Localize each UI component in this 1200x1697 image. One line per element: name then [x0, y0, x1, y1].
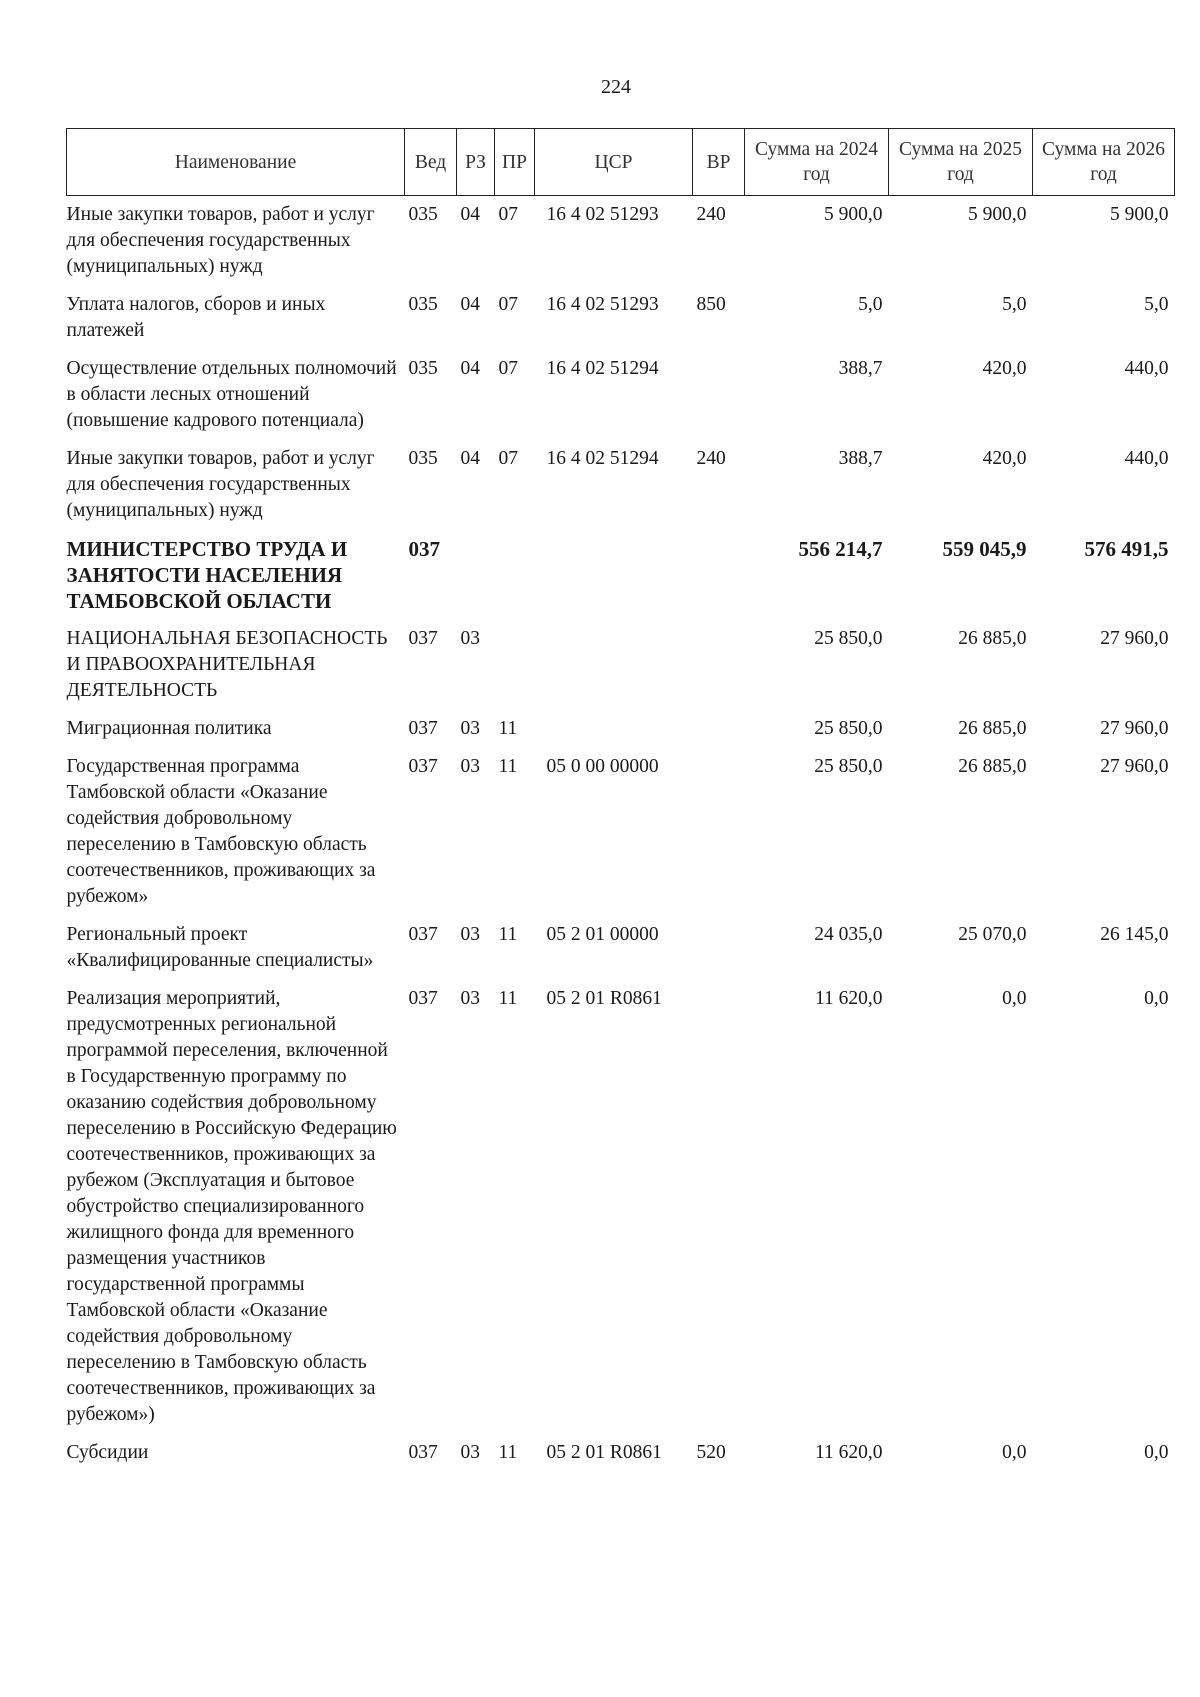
header-ved: Вед [405, 129, 457, 196]
cell-ved: 037 [408, 756, 438, 777]
cell-sum-2024: 11 620,0 [814, 1442, 883, 1463]
cell-vr: 850 [696, 294, 726, 315]
cell-rz: 03 [460, 1442, 480, 1463]
cell-name: Иные закупки товаров, работ и услуг для обеспечения государственных (муниципальных) нужд [66, 204, 375, 277]
cell-ved: 035 [408, 204, 438, 225]
cell-ved: 037 [408, 988, 438, 1009]
cell-pr: 07 [498, 448, 518, 469]
cell-rz: 04 [460, 358, 480, 379]
cell-vr [693, 916, 745, 980]
cell-sum-2025: 26 885,0 [958, 718, 1027, 739]
header-rz: РЗ [457, 129, 495, 196]
cell-vr: 240 [696, 448, 726, 469]
cell-rz: 03 [460, 718, 480, 739]
budget-table [66, 128, 1175, 1472]
cell-vr: 240 [696, 204, 726, 225]
cell-sum-2025: 5,0 [1002, 294, 1027, 315]
cell-name: Государственная программа Тамбовской области «Оказание содействия добровольному переселению в Тамбовскую область соотечественников, проживающих за рубежом» [66, 756, 376, 907]
cell-sum-2026: 5 900,0 [1110, 204, 1169, 225]
cell-name: Миграционная политика [66, 718, 272, 739]
cell-sum-2025: 420,0 [982, 448, 1027, 469]
cell-sum-2025: 25 070,0 [958, 924, 1027, 945]
cell-sum-2024: 25 850,0 [814, 756, 883, 777]
cell-rz [457, 530, 495, 620]
cell-vr [693, 748, 745, 916]
cell-vr [693, 530, 745, 620]
cell-sum-2025: 0,0 [1002, 1442, 1027, 1463]
cell-sum-2024: 388,7 [838, 448, 883, 469]
table-row [67, 710, 1175, 748]
header-csr: ЦСР [535, 129, 693, 196]
cell-sum-2026: 0,0 [1144, 1442, 1169, 1463]
cell-pr: 11 [498, 756, 518, 777]
cell-vr [693, 980, 745, 1434]
cell-sum-2024: 11 620,0 [814, 988, 883, 1009]
cell-vr [693, 710, 745, 748]
cell-sum-2025: 420,0 [982, 358, 1027, 379]
table-header [67, 129, 1175, 196]
cell-csr: 05 2 01 00000 [546, 924, 659, 945]
header-name: Наименование [67, 129, 405, 196]
cell-name: Осуществление отдельных полномочий в области лесных отношений (повышение кадрового потенциала) [66, 358, 397, 431]
cell-csr: 16 4 02 51293 [546, 294, 659, 315]
cell-sum-2025: 26 885,0 [958, 756, 1027, 777]
cell-csr: 16 4 02 51294 [546, 448, 659, 469]
cell-pr: 07 [498, 358, 518, 379]
cell-name: НАЦИОНАЛЬНАЯ БЕЗОПАСНОСТЬ И ПРАВООХРАНИТЕЛЬНАЯ ДЕЯТЕЛЬНОСТЬ [66, 628, 388, 701]
table-row [67, 350, 1175, 440]
cell-sum-2026: 440,0 [1124, 448, 1169, 469]
cell-pr: 11 [498, 718, 518, 739]
cell-csr: 05 2 01 R0861 [546, 988, 662, 1009]
cell-sum-2026: 26 145,0 [1100, 924, 1169, 945]
cell-ved: 035 [408, 448, 438, 469]
cell-sum-2024: 5 900,0 [824, 204, 883, 225]
cell-name: Иные закупки товаров, работ и услуг для обеспечения государственных (муниципальных) нужд [66, 448, 375, 521]
cell-pr: 07 [498, 294, 518, 315]
cell-name: Субсидии [66, 1442, 149, 1463]
cell-sum-2024: 556 214,7 [798, 537, 883, 561]
cell-sum-2025: 559 045,9 [942, 537, 1027, 561]
cell-vr [693, 350, 745, 440]
page-number: 224 [601, 76, 631, 98]
cell-ved: 037 [408, 628, 438, 649]
cell-rz: 04 [460, 448, 480, 469]
cell-name: Региональный проект «Квалифицированные специалисты» [66, 924, 374, 971]
cell-sum-2025: 0,0 [1002, 988, 1027, 1009]
cell-ved: 035 [408, 294, 438, 315]
table-row [67, 1434, 1175, 1472]
cell-sum-2026: 27 960,0 [1100, 718, 1169, 739]
cell-sum-2026: 440,0 [1124, 358, 1169, 379]
cell-sum-2024: 25 850,0 [814, 628, 883, 649]
header-pr: ПР [495, 129, 535, 196]
cell-name: Реализация мероприятий, предусмотренных региональной программой переселения, включенной в Государственную программу по оказанию содействия добровольному переселению в Российскую Федерацию соотечественников, проживающих за рубежом (Эксплуатация и бытовое обустройство специализированного жилищного фонда для временного размещения участников государственной программы Тамбовской области «Оказание содействия добровольному переселению в Тамбовскую область соотечественников, проживающих за рубежом») [66, 988, 397, 1425]
cell-csr: 05 2 01 R0861 [546, 1442, 662, 1463]
cell-csr [535, 620, 693, 710]
cell-ved: 037 [408, 924, 438, 945]
cell-name: Уплата налогов, сборов и иных платежей [66, 294, 326, 341]
header-sum-2025: Сумма на 2025 год [889, 129, 1033, 196]
cell-ved: 037 [408, 537, 440, 561]
cell-sum-2025: 5 900,0 [968, 204, 1027, 225]
cell-rz: 03 [460, 988, 480, 1009]
table-row [67, 620, 1175, 710]
cell-pr [495, 620, 535, 710]
cell-rz: 04 [460, 204, 480, 225]
table-row [67, 980, 1175, 1434]
cell-pr: 11 [498, 924, 518, 945]
table-row [67, 748, 1175, 916]
cell-vr [693, 620, 745, 710]
cell-csr [535, 710, 693, 748]
cell-sum-2025: 26 885,0 [958, 628, 1027, 649]
table-body [67, 196, 1175, 1473]
cell-sum-2026: 27 960,0 [1100, 756, 1169, 777]
table-row [67, 196, 1175, 287]
cell-pr [495, 530, 535, 620]
cell-ved: 037 [408, 1442, 438, 1463]
header-sum-2024: Сумма на 2024 год [745, 129, 889, 196]
table-row [67, 530, 1175, 620]
cell-rz: 03 [460, 756, 480, 777]
cell-pr: 11 [498, 988, 518, 1009]
cell-rz: 04 [460, 294, 480, 315]
cell-rz: 03 [460, 924, 480, 945]
cell-sum-2026: 5,0 [1144, 294, 1169, 315]
header-sum-2026: Сумма на 2026 год [1033, 129, 1175, 196]
cell-sum-2024: 5,0 [858, 294, 883, 315]
table-row [67, 286, 1175, 350]
cell-sum-2024: 24 035,0 [814, 924, 883, 945]
cell-csr: 16 4 02 51293 [546, 204, 659, 225]
cell-sum-2024: 388,7 [838, 358, 883, 379]
cell-csr [535, 530, 693, 620]
cell-vr: 520 [696, 1442, 726, 1463]
cell-sum-2026: 27 960,0 [1100, 628, 1169, 649]
cell-name: МИНИСТЕРСТВО ТРУДА И ЗАНЯТОСТИ НАСЕЛЕНИЯ ТАМБОВСКОЙ ОБЛАСТИ [66, 537, 348, 613]
cell-sum-2026: 576 491,5 [1084, 537, 1169, 561]
table-row [67, 440, 1175, 530]
table-row [67, 916, 1175, 980]
cell-ved: 037 [408, 718, 438, 739]
cell-sum-2024: 25 850,0 [814, 718, 883, 739]
cell-ved: 035 [408, 358, 438, 379]
cell-pr: 11 [498, 1442, 518, 1463]
header-vr: ВР [693, 129, 745, 196]
cell-pr: 07 [498, 204, 518, 225]
cell-csr: 05 0 00 00000 [546, 756, 659, 777]
cell-rz: 03 [460, 628, 480, 649]
cell-sum-2026: 0,0 [1144, 988, 1169, 1009]
cell-csr: 16 4 02 51294 [546, 358, 659, 379]
